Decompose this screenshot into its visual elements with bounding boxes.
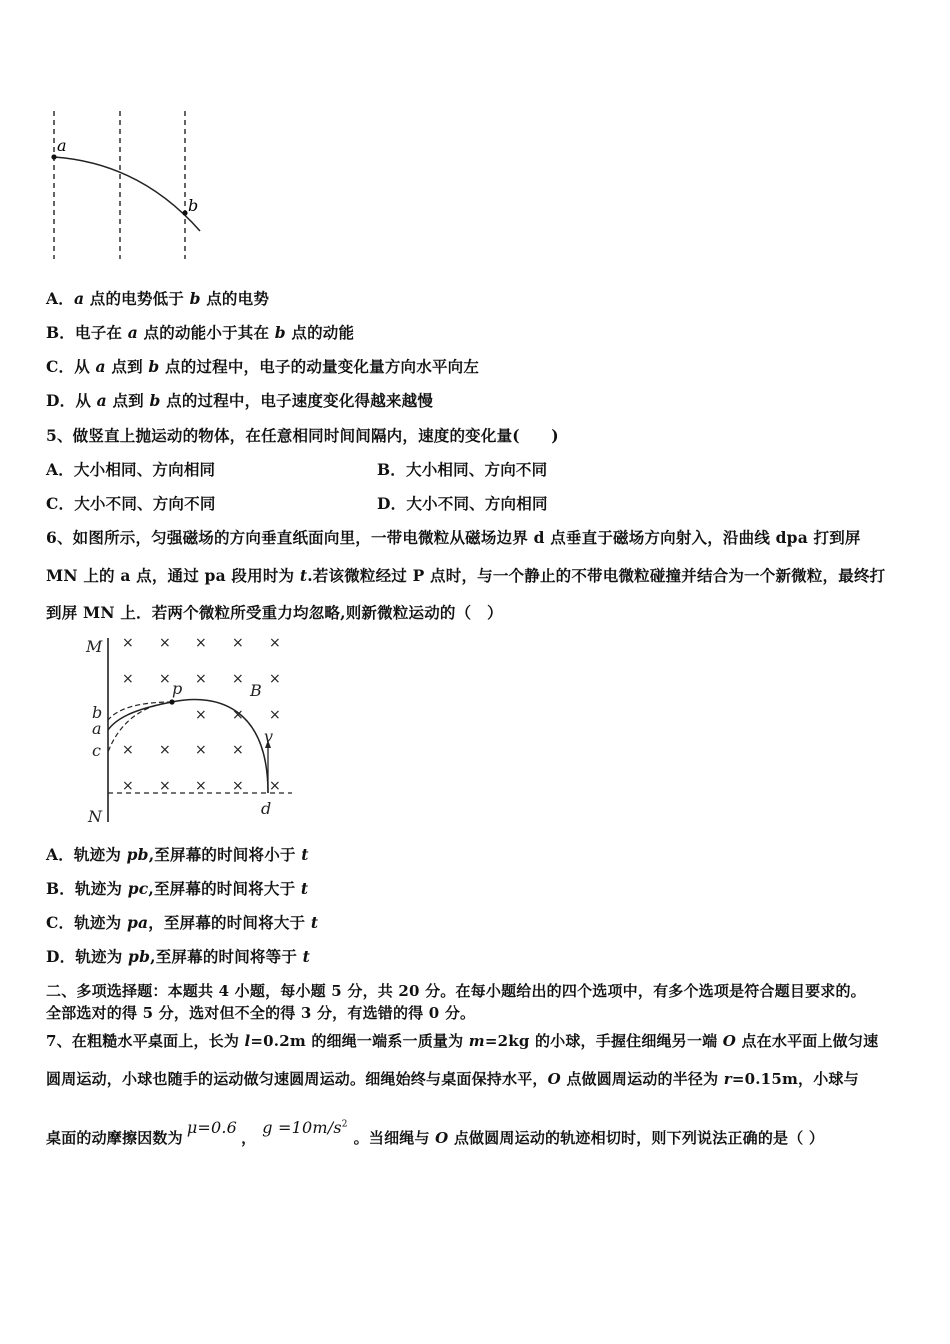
q5-option-c[interactable]: C．大小不同、方向不同 — [46, 494, 216, 513]
q4-option-a[interactable]: A．a 点的电势低于 b 点的电势 — [46, 289, 270, 308]
q6-stem-line2: MN 上的 a 点，通过 pa 段用时为 t.若该微粒经过 P 点时，与一个静止的不带电微粒碰撞并结合为一个新微粒，最终打 — [46, 566, 886, 585]
q6-option-a[interactable]: A．轨迹为 pb,至屏幕的时间将小于 t — [46, 845, 309, 864]
label-b: b — [188, 196, 199, 215]
svg-text:×: × — [122, 778, 134, 794]
svg-text:×: × — [195, 742, 207, 758]
magnetic-field-figure — [80, 630, 310, 830]
svg-text:×: × — [269, 778, 281, 794]
electron-trajectory — [54, 157, 200, 231]
svg-text:×: × — [159, 635, 171, 651]
svg-text:×: × — [269, 707, 281, 723]
q4-option-c[interactable]: C．从 a 点到 b 点的过程中，电子的动量变化量方向水平向左 — [46, 357, 480, 376]
point-a — [51, 154, 56, 159]
q6-option-c[interactable]: C．轨迹为 pa，至屏幕的时间将大于 t — [46, 913, 319, 932]
svg-text:×: × — [159, 778, 171, 794]
label-n: N — [88, 807, 102, 826]
section2-heading-line1: 二、多项选择题：本题共 4 小题，每小题 5 分，共 20 分。在每小题给出的四个选项中，有多个选项是符合题目要求的。 — [46, 982, 866, 1000]
svg-text:×: × — [195, 778, 207, 794]
svg-text:×: × — [195, 707, 207, 723]
label-a: a — [92, 719, 102, 738]
svg-text:×: × — [195, 635, 207, 651]
svg-text:×: × — [122, 671, 134, 687]
label-p: p — [172, 679, 183, 698]
q4-option-d[interactable]: D．从 a 点到 b 点的过程中，电子速度变化得越来越慢 — [46, 391, 434, 410]
label-field-b: B — [250, 681, 262, 700]
q7-stem-line2: 圆周运动，小球也随手的运动做匀速圆周运动。细绳始终与桌面保持水平，O 点做圆周运动的半径为 r=0.15m，小球与 — [46, 1070, 859, 1088]
label-c: c — [92, 741, 101, 760]
field-lines-figure — [40, 105, 220, 265]
svg-text:×: × — [269, 635, 281, 651]
svg-text:×: × — [159, 671, 171, 687]
svg-text:×: × — [232, 707, 244, 723]
field-crosses — [122, 635, 281, 794]
g-formula: $g =10m/s^2$ — [262, 1118, 348, 1137]
q6-option-b[interactable]: B．轨迹为 pc,至屏幕的时间将大于 t — [46, 879, 309, 898]
label-a: a — [57, 136, 67, 155]
label-d: d — [261, 799, 272, 818]
q7-stem-line1: 7、在粗糙水平桌面上，长为 l=0.2m 的细绳一端系一质量为 m=2kg 的小球，手握住细绳另一端 O 点在水平面上做匀速 — [46, 1032, 879, 1050]
q6-stem-line3: 到屏 MN 上．若两个微粒所受重力均忽略,则新微粒运动的（ ） — [46, 603, 503, 622]
point-p — [169, 699, 174, 704]
q5-stem: 5、做竖直上抛运动的物体，在任意相同时间间隔内，速度的变化量( ) — [46, 426, 559, 445]
q5-option-b[interactable]: B．大小相同、方向不同 — [377, 460, 548, 479]
svg-text:×: × — [232, 742, 244, 758]
mu-formula: μ=0.6 — [186, 1118, 238, 1137]
q4-option-b[interactable]: B．电子在 a 点的动能小于其在 b 点的动能 — [46, 323, 355, 342]
dashed-equipotential-lines — [54, 111, 185, 259]
svg-text:×: × — [232, 671, 244, 687]
q5-option-d[interactable]: D．大小不同、方向相同 — [377, 494, 548, 513]
svg-text:×: × — [159, 742, 171, 758]
q5-option-a[interactable]: A．大小相同、方向相同 — [46, 460, 216, 479]
section2-heading-line2: 全部选对的得 5 分，选对但不全的得 3 分，有选错的得 0 分。 — [46, 1004, 476, 1022]
label-b: b — [92, 703, 103, 722]
label-v: v — [264, 727, 274, 746]
svg-text:×: × — [122, 742, 134, 758]
q6-option-d[interactable]: D．轨迹为 pb,至屏幕的时间将等于 t — [46, 947, 310, 966]
svg-text:×: × — [195, 671, 207, 687]
q7-stem-line3: 桌面的动摩擦因数为μ=0.6，$g =10m/s^2$。当细绳与 O 点做圆周运动的轨迹相切时，则下列说法正确的是（ ） — [46, 1118, 825, 1147]
q6-stem-line1: 6、如图所示，匀强磁场的方向垂直纸面向里，一带电微粒从磁场边界 d 点垂直于磁场方向射入，沿曲线 dpa 打到屏 — [46, 528, 861, 547]
label-m: M — [86, 637, 103, 656]
svg-text:×: × — [122, 635, 134, 651]
point-b — [182, 210, 187, 215]
svg-text:×: × — [269, 671, 281, 687]
svg-text:×: × — [232, 778, 244, 794]
svg-text:×: × — [232, 635, 244, 651]
